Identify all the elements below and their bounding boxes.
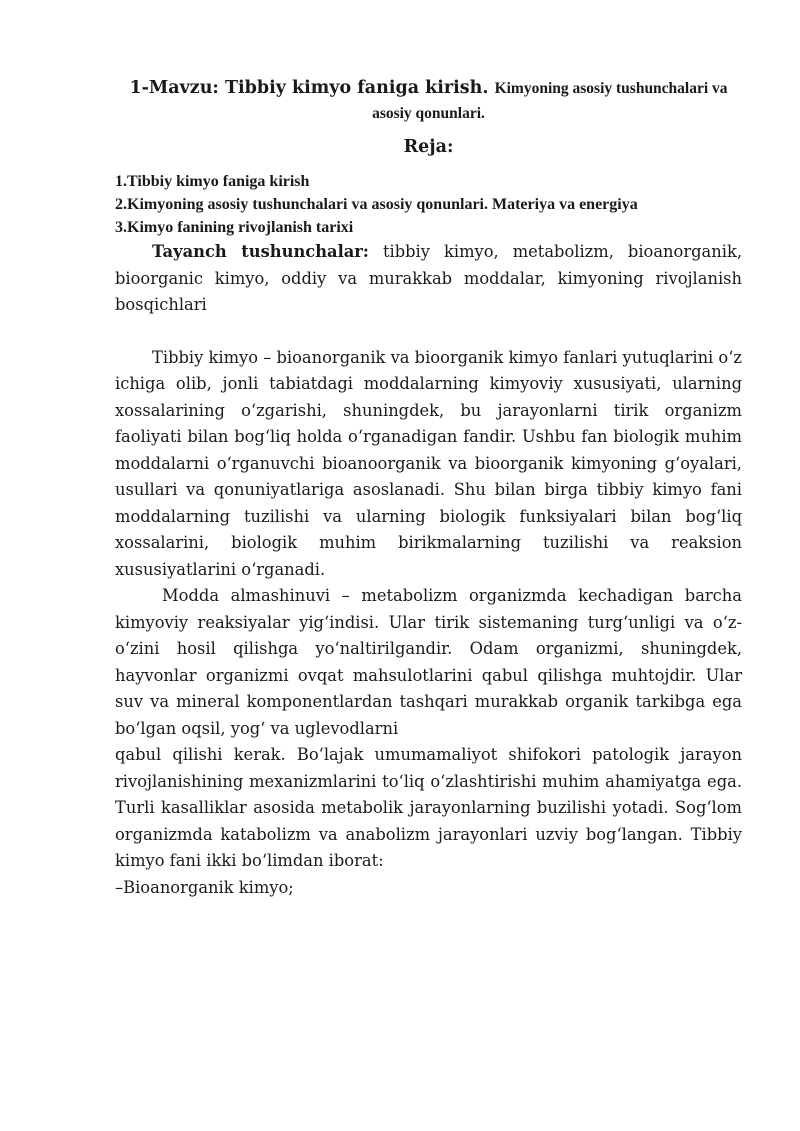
plan-item: 2.Kimyoning asosiy tushunchalari va asosiy qonunlari. Materiya va energiya [115,196,638,213]
paragraph-continuation: qabul qilishi kerak. Bo‘lajak umumamaliyot shifokori patologik jarayon rivojlanishining mexanizmlarini to‘liq o‘zlashtirishi muhim ahamiyatga ega. Turli kasalliklar asosida metabolik jarayonlarning buzilishi yotadi. Sog‘lom organizmda katabolizm va anabolizm jarayonlari uzviy bog‘langan. Tibbiy kimyo fani ikki bo‘limdan iborat: [115,745,742,870]
paragraph-intro: Tibbiy kimyo – bioanorganik va bioorganik kimyo fanlari yutuqlarini o‘z ichiga olib, jonli tabiatdagi moddalarning kimyoviy xususiyati, ularning xossalarining o‘zgarishi, shuningdek, bu jarayonlarni tirik organizm faoliyati bilan bog‘liq holda o‘rganadigan fandir. Ushbu fan biologik muhim moddalarni o‘rganuvchi bioanoorganik va bioorganik kimyoning g‘oyalari, usullari va qonuniyatlariga asoslanadi. Shu bilan birga tibbiy kimyo fani moddalarning tuzilishi va ularning biologik funksiyalari bilan bog‘liq xossalarini, biologik muhim birikmalarning tuzilishi va reaksion xususiyatlarini o‘rganadi. [115,347,742,579]
document-page [115,76,742,901]
list-item: –Bioanorganik kimyo; [115,877,294,897]
plan-item: 3.Kimyo fanining rivojlanish tarixi [115,219,354,236]
document-body [115,239,742,901]
title-main: 1-Mavzu: Tibbiy kimyo faniga kirish. [129,78,489,98]
paragraph-metabolism: Modda almashinuvi – metabolizm organizmda kechadigan barcha kimyoviy reaksiyalar yig‘indisi. Ular tirik sistemaning turg‘unligi va o‘z-o‘zini hosil qilishga yo‘naltirilgandir. Odam organizmi, shuningdek, hayvonlar organizmi ovqat mahsulotlarini qabul qilishga muhtojdir. Ular suv va mineral komponentlardan tashqari murakkab organik tarkibga ega bo‘lgan oqsil, yog‘ va uglevodlarni [115,586,742,738]
plan-heading: Reja: [403,137,454,157]
title-sub: Kimyoning asosiy tushunchalari va asosiy qonunlari. [372,80,728,122]
key-concepts [115,239,742,319]
plan-list [115,170,742,239]
plan-item: 1.Tibbiy kimyo faniga kirish [115,173,310,190]
document-title [115,76,742,126]
key-concepts-text: tibbiy kimyo, metabolizm, bioanorganik, bioorganic kimyo, oddiy va murakkab moddalar, kimyoning rivojlanish bosqichlari [115,242,742,314]
key-concepts-label: Tayanch tushunchalar: [152,242,369,261]
